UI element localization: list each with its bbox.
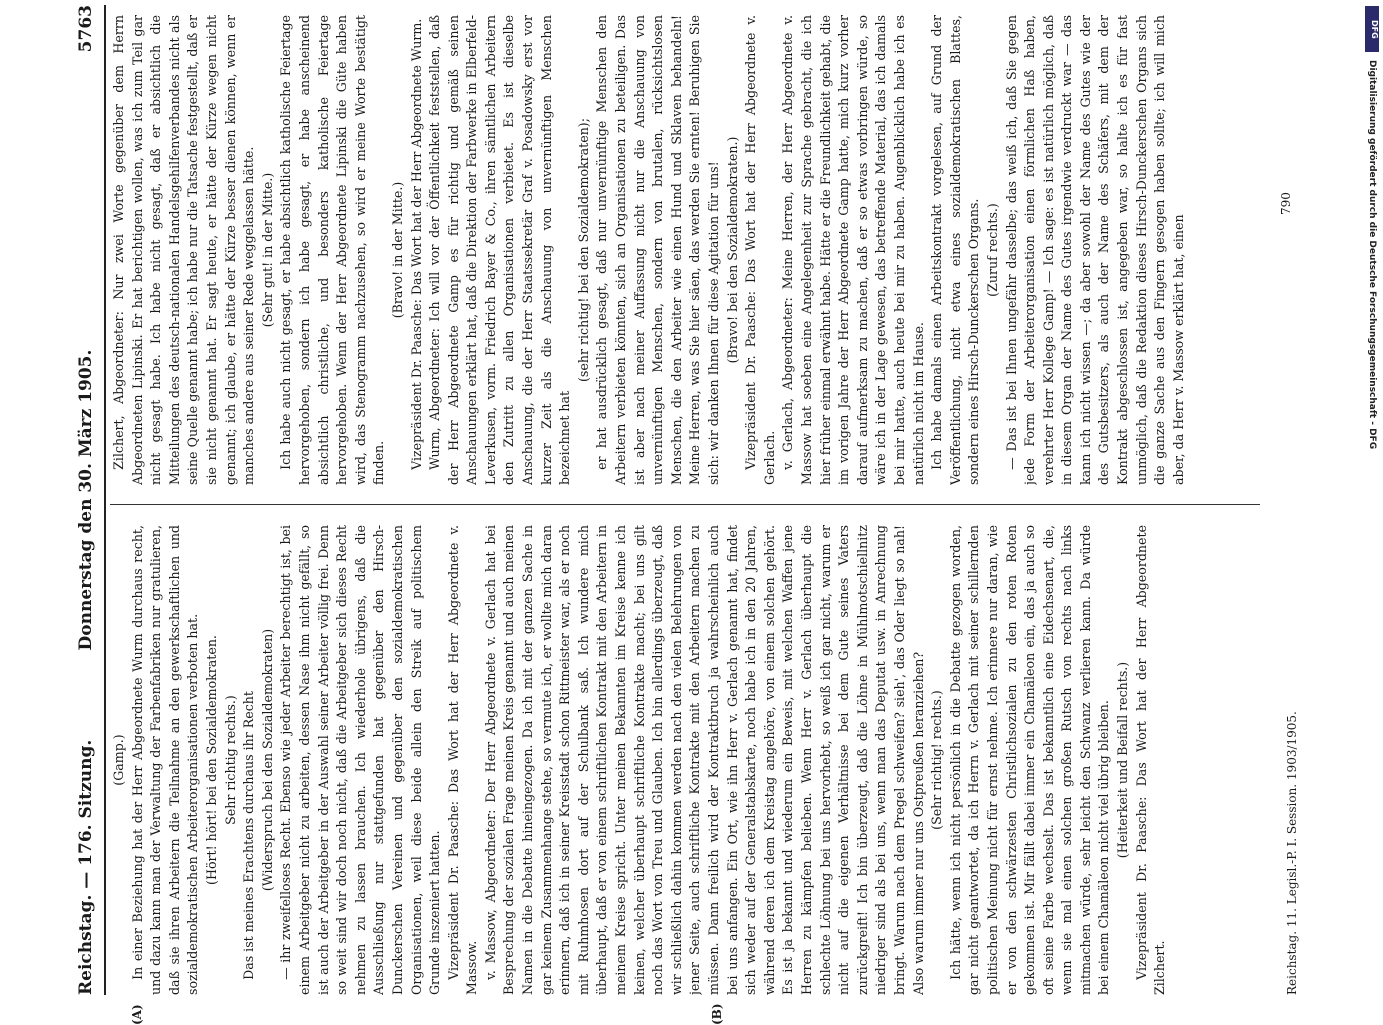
chair-statement: Vizepräsident Dr. Paasche: Das Wort hat der Herr Abgeordnete v. Gerlach. [742, 15, 779, 485]
footer-session: Reichstag. 11. Legisl.-P. I. Session. 1903/1905. [1285, 711, 1299, 995]
header-center: Donnerstag den 30. März 1905. [76, 5, 96, 995]
paragraph: In einer Beziehung hat der Herr Abgeordnete Wurm durchaus recht, und dazu kann man der Verwaltung der Farbenfabriken nur gratulieren, daß sie ihren Arbeitern die Teilnahme an den gewerkschaftlichen und sozialdemokratischen Arbeiterorganisationen verboten hat. [129, 525, 203, 995]
interjection: (Sehr richtig! rechts.) [928, 525, 947, 995]
interjection: (Zuruf rechts.) [984, 15, 1003, 485]
interjection: (Widerspruch bei den Sozialdemokraten) [259, 525, 278, 995]
interjection: (Heiterkeit und Beifall rechts.) [1114, 525, 1133, 995]
interjection: (sehr richtig! bei den Sozialdemokraten); [575, 15, 594, 485]
margin-mark-b: (B) [710, 1004, 724, 1025]
speaker-continuation: (Gamp.) [110, 525, 129, 995]
left-text-column [110, 525, 1280, 995]
interjection: (Hört! hört! bei den Sozialdemokraten. [203, 525, 222, 995]
paragraph: Das ist meines Erachtens durchaus ihr Recht [240, 525, 259, 995]
page-number-top: 5763 [76, 5, 96, 52]
paragraph: — ihr zweifelloses Recht. Ebenso wie jeder Arbeiter berechtigt ist, bei einem Arbeitgeber nicht zu arbeiten, dessen Nase ihm nicht gefällt, so ist auch der Arbeitgeber in der Auswahl seiner Arbeiter völlig frei. Denn so weit sind wir doch noch nicht, daß die Arbeitgeber sich dieses Recht nehmen zu lassen brauchen. Ich wiederhole übrigens, daß die Ausschließung nur stattgefunden hat gegenüber den Hirsch-Dunckerschen Vereinen und gegenüber den sozialdemokratischen Organisationen, weil diese beide allein den Streik auf politischem Grunde inszeniert hatten. [277, 525, 444, 995]
paragraph: v. Massow, Abgeordneter: Der Herr Abgeordnete v. Gerlach hat bei Besprechung der sozialen Frage meinen Kreis genannt und auch meinen Namen in die Debatte hineingezogen. Da ich mit der ganzen Sache in gar keinem Zusammenhange stehe, so vermute ich, er wollte mich daran erinnern, daß ich in seiner Kreisstadt schon Rittmeister war, als er noch mit Ruhmhosen dort auf der Schulbank saß. Ich wundere mich überhaupt, daß er von einem schriftlichen Kontrakt mit den Arbeitern in meinem Kreise spricht. Unter meinen Bekannten im Kreise kenne ich keinen, welcher überhaupt schriftliche Kontrakte macht; bei uns gilt noch das Wort von Treu und Glauben. Ich bin allerdings überzeugt, daß wir schließlich dahin kommen werden nach den vielen Belehrungen von jener Seite, auch schriftliche Kontrakte mit den Arbeitern machen zu müssen. Dann freilich wird der Kontraktbruch ja wahrscheinlich auch bei uns anfangen. Ein Ort, wie ihn Herr v. Gerlach genannt hat, findet sich weder auf der Generalstabskarte, noch habe ich in den 20 Jahren, während deren ich dem Kreistag angehöre, von einem solchen gehört. Es ist ja bekannt und wiederum ein Beweis, mit welchen Waffen jene Herren zu kämpfen belieben. Wenn Herr v. Gerlach überhaupt die schlechte Löhnung bei uns hervorhebt, so weiß ich gar nicht, warum er nicht auf die eigenen Verhältnisse bei dem Gute seines Vaters zurückgreift! Ich bin überzeugt, daß die Löhne in Mühlmotschiellnitz niedriger sind als bei uns, wenn man das Deputat usw. in Anrechnung bringt. Warum nach dem Pregel schweifen? sieh', das Oder liegt so nah! Also warum immer nur uns Ostpreußen heranziehen? [482, 525, 928, 995]
footer-page-number: 790 [1279, 192, 1293, 215]
paragraph: v. Gerlach, Abgeordneter: Meine Herren, der Herr Abgeordnete v. Massow hat soeben eine Angelegenheit zur Sprache gebracht, die ich hier früher einmal erwähnt habe. Hätte er die Freundlichkeit gehabt, die im vorigen Jahre der Herr Abgeordnete Gamp hatte, mich kurz vorher darauf aufmerksam zu machen, daß er so etwas vorbringen würde, so wäre ich in der Lage gewesen, das betreffende Material, das ich damals bei mir hatte, auch heute bei mir zu haben. Augenblicklich habe ich es natürlich nicht im Hause. [779, 15, 928, 485]
interjection: (Sehr gut! in der Mitte.) [259, 15, 278, 485]
page-header [70, 5, 106, 995]
interjection: (Bravo! bei den Sozialdemokraten.) [724, 15, 743, 485]
digitization-note: Digitalisierung gefördert durch die Deutsche Forschungsgemeinschaft - DFG [1367, 60, 1377, 449]
paragraph: Wurm, Abgeordneter: Ich will vor der Öffentlichkeit feststellen, daß der Herr Abgeordnete Gamp es für richtig und gemäß seinen Anschauungen erklärt hat, daß die Direktion der Farbwerke in Elberfeld-Leverkusen, vorm. Friedrich Bayer & Co., ihren sämtlichen Arbeitern den Zutritt zu allen Organisationen verbietet. Es ist dieselbe Anschauung, die der Herr Staatssekretär Graf v. Posadowsky erst vor kurzer Zeit als die Anschauung von unvernünftigen Menschen bezeichnet hat [426, 15, 575, 485]
paragraph: Ich hätte, wenn ich nicht persönlich in die Debatte gezogen worden, gar nicht geantwortet, da ich Herrn v. Gerlach mit seiner schillernden politischen Meinung nicht für ernst nehme. Ich erinnere nur daran, wie er von den schwärzesten Christlichsozialen zu den roten Roten gekommen ist. Mir fällt dabei immer ein Chamäleon ein, das ja auch so oft seine Farbe wechselt. Das ist bekanntlich eine Eidechsenart, die, wenn sie mal einen solchen großen Rutsch von rechts nach links mitmachen würde, sehr leicht den Schwanz verlieren kann. Da würde bei einem Chamäleon nicht viel übrig bleiben. [947, 525, 1114, 995]
page-footer [1285, 5, 1299, 995]
scanned-page [70, 5, 1320, 995]
chair-statement: Vizepräsident Dr. Paasche: Das Wort hat der Herr Abgeordnete Wurm. [408, 15, 427, 485]
right-text-column [110, 15, 1280, 485]
interjection: (Bravo! in der Mitte.) [389, 15, 408, 485]
paragraph: Ich habe damals einen Arbeitskontrakt vorgelesen, auf Grund der Veröffentlichung, nicht etwa eines sozialdemokratischen Blattes, sondern eines Hirsch-Dunckerschen Organs. [928, 15, 984, 485]
paragraph: — Das ist bei Ihnen ungefähr dasselbe; das weiß ich, daß Sie gegen jede Form der Arbeiterorganisation einen förmlichen Haß haben, verehrter Herr Kollege Gamp! — Ich sage: es ist natürlich möglich, daß in diesem Organ der Name des Gutes irgendwie verdruckt war — das kann ich nicht wissen —; da aber sowohl der Name des Gutes wie der des Gutsbesitzers, als auch der Name des Schäfers, mit dem der Kontrakt abgeschlossen ist, angegeben war, so halte ich es für fast unmöglich, daß die Redaktion dieses Hirsch-Dunckerschen Organs sich die ganze Sache aus den Fingern gesogen haben sollte; ich will mich aber, da Herr v. Massow erklärt hat, einen [1003, 15, 1189, 485]
chair-statement: Vizepräsident Dr. Paasche: Das Wort hat der Herr Abgeordnete Zilchert. [1133, 525, 1170, 995]
paragraph: Ich habe auch nicht gesagt, er habe absichtlich katholische Feiertage hervorgehoben, sondern ich habe gesagt, er habe anscheinend absichtlich christliche, und besonders katholische Feiertage hervorgehoben. Wenn der Herr Abgeordnete Lipinski die Güte haben wird, das Stenogramm nachzusehen, so wird er meine Worte bestätigt finden. [277, 15, 389, 485]
paragraph: Zilchert, Abgeordneter: Nur zwei Worte gegenüber dem Herrn Abgeordneten Lipinski. Er hat berichtigen wollen, was ich zum Teil gar nicht gesagt habe. Ich habe nicht gesagt, daß er absichtlich die Mitteilungen des deutsch-nationalen Handelsgehilfenverbandes nicht als seine Quelle genannt habe; ich habe nur die Tatsache festgestellt, daß er sie nicht genannt hat. Er sagt heute, er hätte der Kürze wegen nicht genannt; ich glaube, er hätte der Kürze besser dienen können, wenn er manches andere aus seiner Rede weggelassen hätte. [110, 15, 259, 485]
paragraph: er hat ausdrücklich gesagt, daß nur unvernünftige Menschen den Arbeitern verbieten könnten, sich an Organisationen zu beteiligen. Das ist aber nach meiner Auffassung nicht nur die Anschauung von unvernünftigen Menschen, sondern von brutalen, rücksichtslosen Menschen, die den Arbeiter wie einen Hund und Sklaven behandeln! Meine Herren, was Sie hier säen, das werden Sie ernten! Beruhigen Sie sich: wir danken Ihnen für diese Agitation für uns! [593, 15, 723, 485]
dfg-logo: DFG [1365, 6, 1379, 52]
chair-statement: Vizepräsident Dr. Paasche: Das Wort hat der Herr Abgeordnete v. Massow. [445, 525, 482, 995]
interjection: Sehr richtig rechts.) [222, 525, 241, 995]
margin-mark-a: (A) [130, 1004, 144, 1025]
header-left: Reichstag. — 176. Sitzung. [76, 740, 96, 995]
column-divider [110, 504, 1260, 505]
